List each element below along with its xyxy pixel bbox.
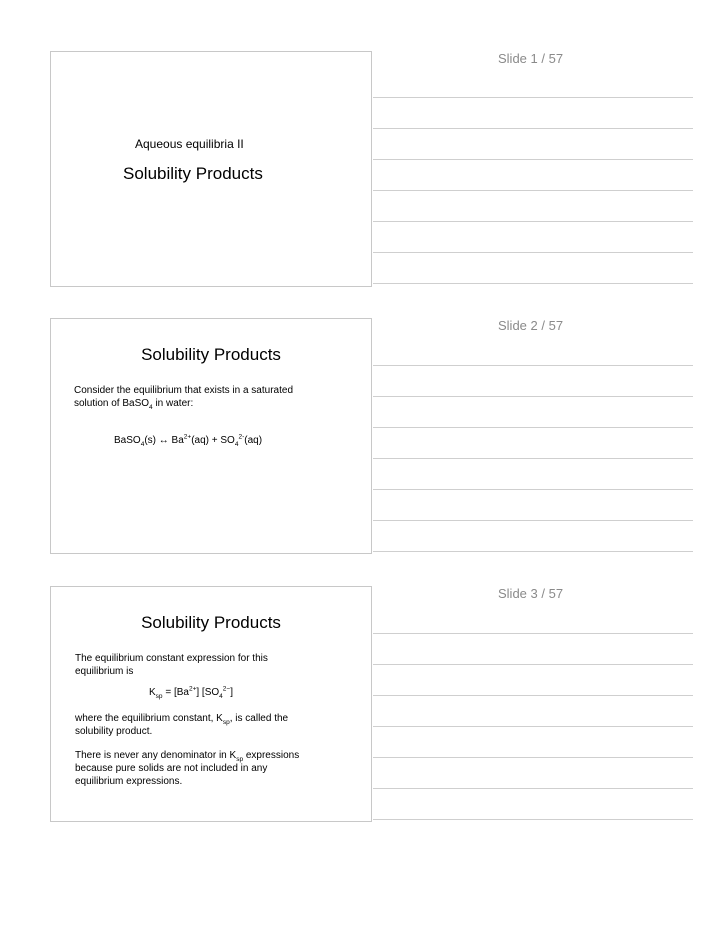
- note-line: [373, 520, 693, 521]
- slide-2-label: Slide 2 / 57: [498, 318, 564, 333]
- note-line: [373, 252, 693, 253]
- slide-3-thumbnail: [50, 586, 372, 822]
- note-line: [373, 489, 693, 490]
- note-line: [373, 551, 693, 552]
- slide-2-title: Solubility Products: [141, 345, 281, 364]
- note-line: [373, 726, 693, 727]
- note-line: [373, 190, 693, 191]
- slide-1-title: Solubility Products: [123, 164, 263, 183]
- note-line: [373, 128, 693, 129]
- note-line: [373, 396, 693, 397]
- slide-3-title: Solubility Products: [141, 613, 281, 632]
- note-line: [373, 695, 693, 696]
- note-line: [373, 757, 693, 758]
- slide-3-body-line: equilibrium expressions.: [75, 776, 183, 787]
- slide-3-para-3: [75, 749, 299, 788]
- slide-3-para-1: [75, 652, 268, 678]
- slide-2-body-line: Consider the equilibrium that exists in a saturated: [74, 385, 294, 396]
- slide-3-ksp-equation: $K_{sp} = [Ba^{2+}]$ $[SO_4^{2-}]$: [149, 685, 233, 700]
- slide-3-body-line: The equilibrium constant expression for this: [75, 653, 268, 664]
- slide-3-body-line: There is never any denominator in $K_{sp}$ expressions: [75, 750, 300, 763]
- slide-3-body-line: where the equilibrium constant, $K_{sp}$, is called the: [75, 713, 289, 726]
- note-line: [373, 788, 693, 789]
- slide-1-thumbnail: [50, 51, 372, 287]
- note-line: [373, 664, 693, 665]
- slide-3-body-line: equilibrium is: [75, 666, 134, 677]
- slide-3-para-2: [75, 712, 288, 738]
- note-line: [373, 427, 693, 428]
- note-line: [373, 819, 693, 820]
- slide-3-label: Slide 3 / 57: [498, 586, 564, 601]
- note-line: [373, 221, 693, 222]
- note-line: [373, 283, 693, 284]
- slide-3-body-line: solubility product.: [75, 726, 153, 737]
- slide-1-label: Slide 1 / 57: [498, 51, 564, 66]
- note-line: [373, 365, 693, 366]
- note-line: [373, 97, 693, 98]
- note-line: [373, 633, 693, 634]
- slide-1-subtitle: Aqueous equilibria II: [135, 137, 244, 151]
- slide-2-body: [74, 384, 293, 410]
- note-line: [373, 458, 693, 459]
- slide-2-equation: BaSO$_4$(s) ↔ $Ba^{2+}(aq) + SO_4^{2-}(aq)$: [114, 433, 263, 448]
- slide-2-body-line: solution of BaSO$_4$ in water:: [74, 398, 194, 411]
- slide-2-thumbnail: [50, 318, 372, 554]
- slide-3-body-line: because pure solids are not included in any: [75, 763, 268, 774]
- note-line: [373, 159, 693, 160]
